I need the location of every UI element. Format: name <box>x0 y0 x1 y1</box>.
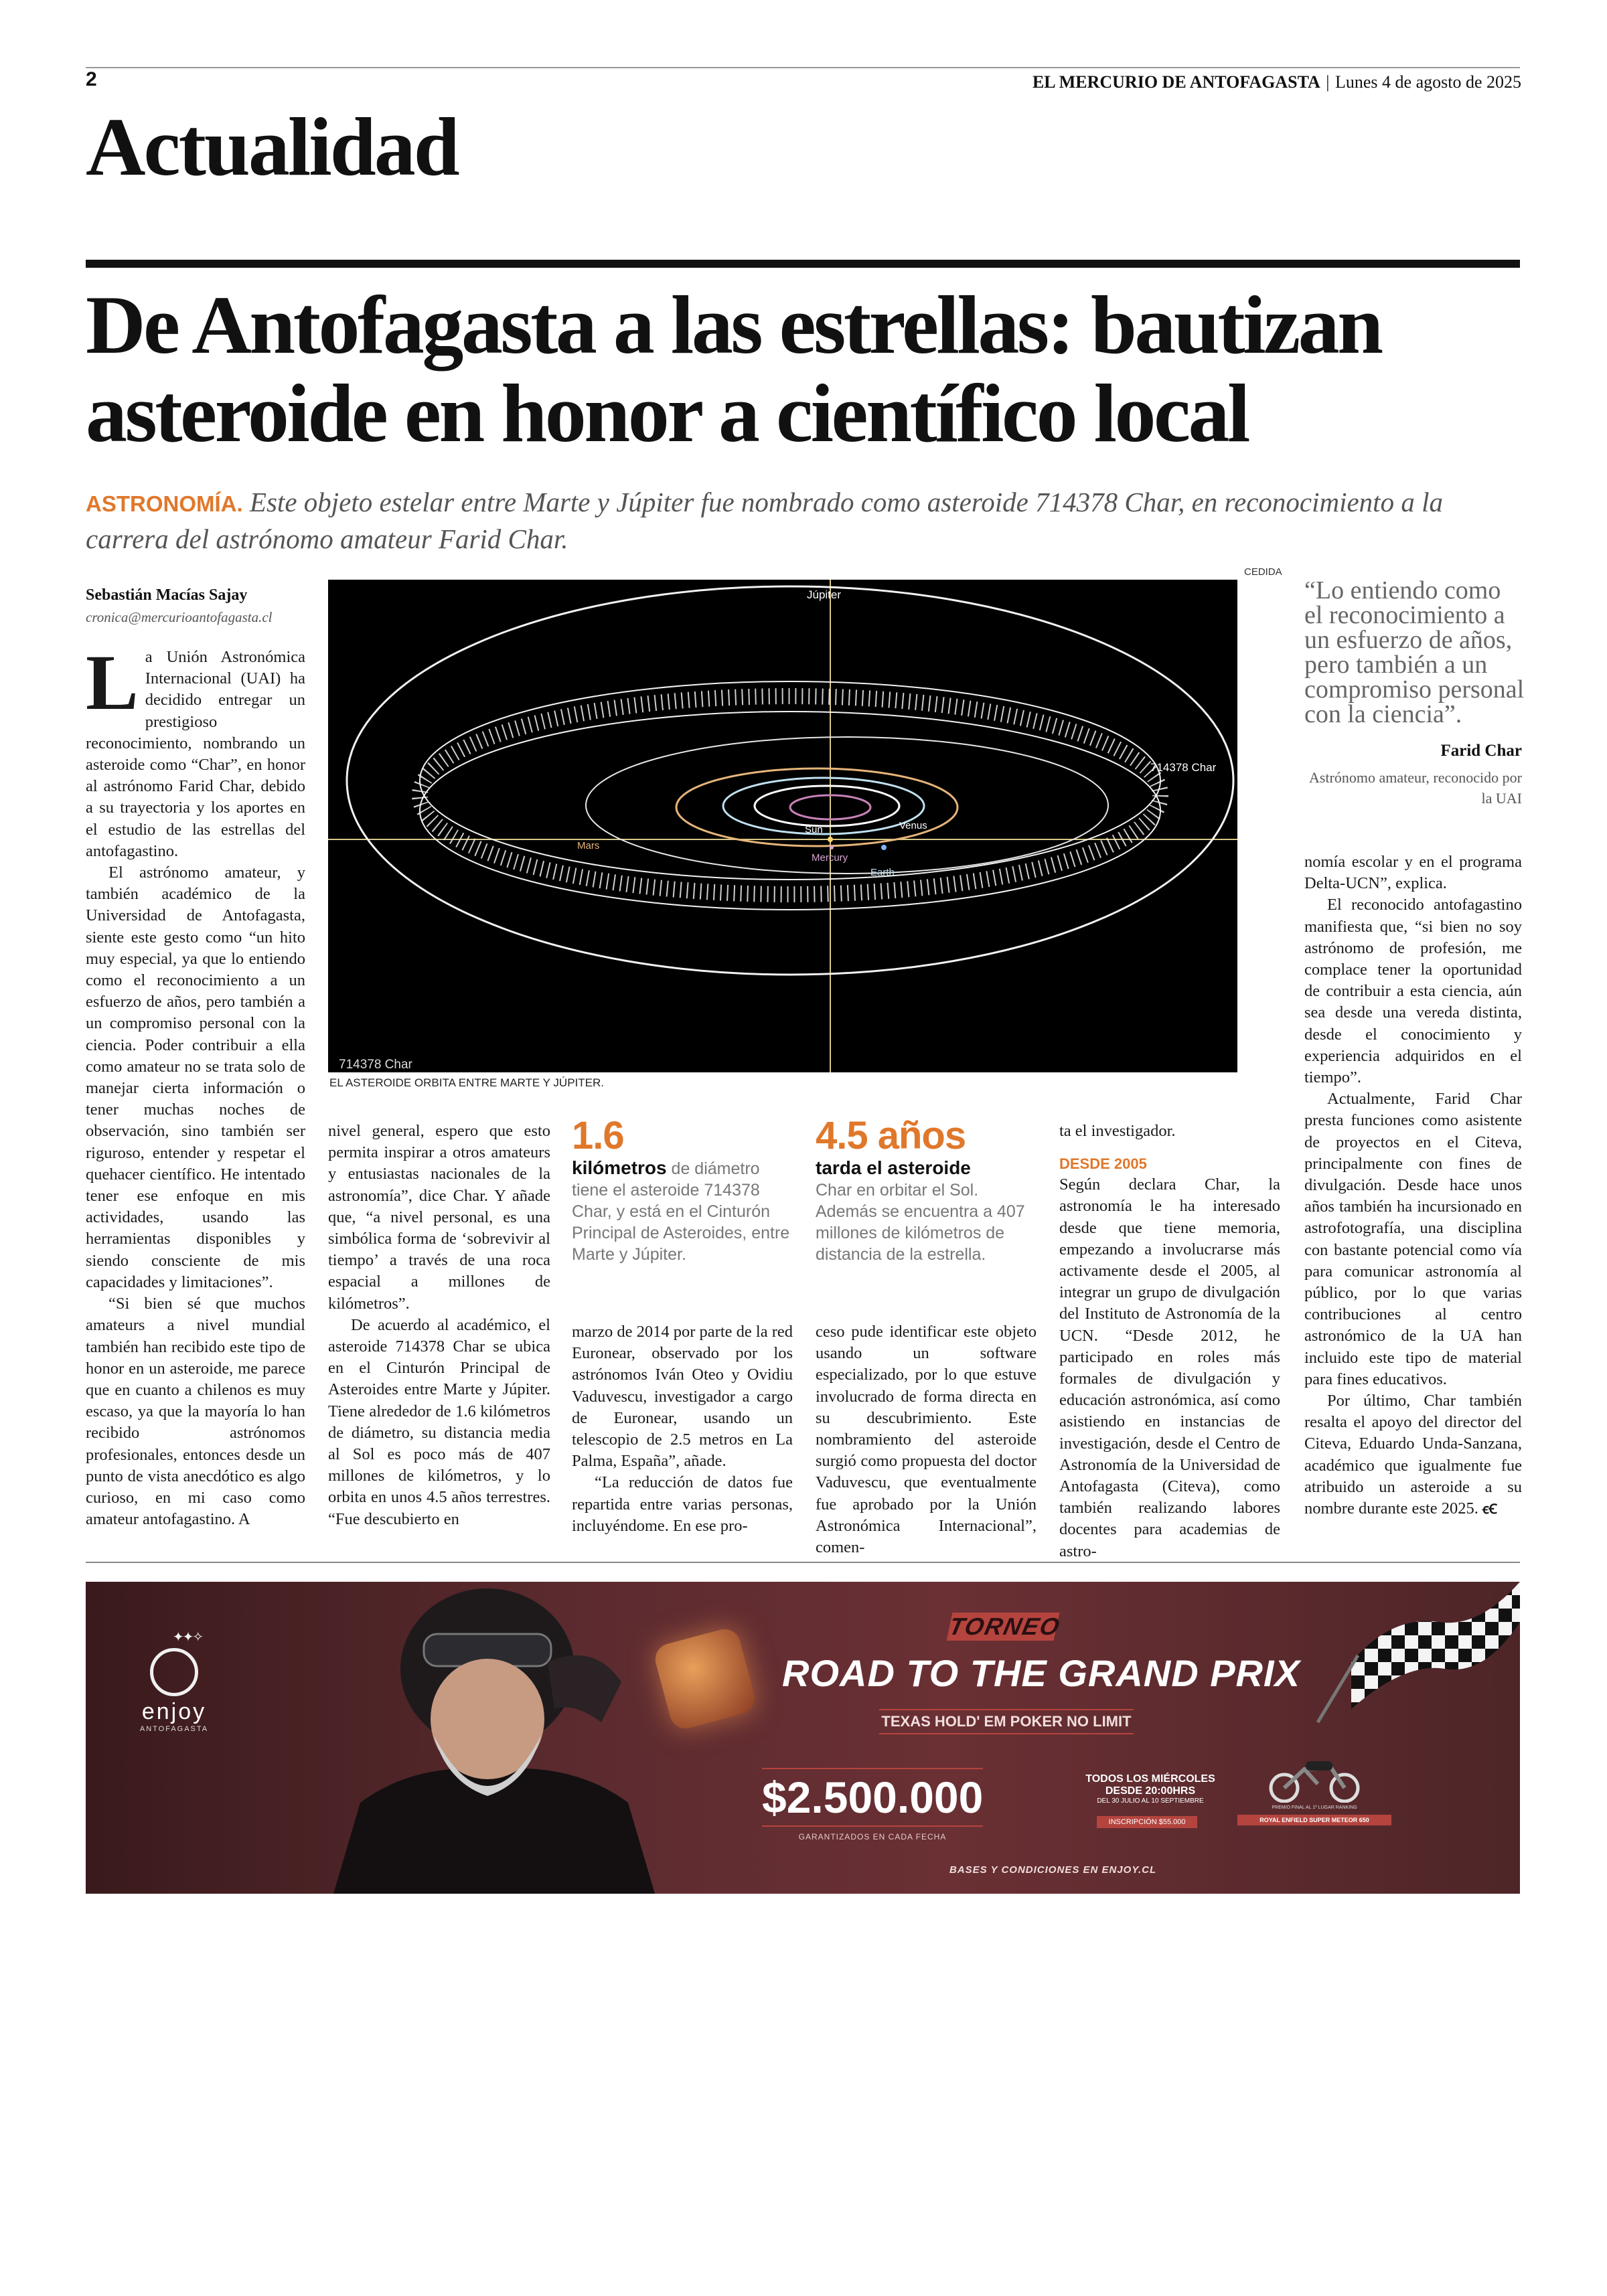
column-2 <box>328 1121 550 1530</box>
kicker: ASTRONOMÍA. <box>86 491 243 516</box>
dropcap: L <box>86 639 139 726</box>
page-number: 2 <box>86 68 97 90</box>
advertisement-banner[interactable] <box>86 1582 1520 1894</box>
separator: | <box>1326 72 1330 92</box>
column-1 <box>86 639 305 1530</box>
col6-paragraph-2: El reconocido antofagastino manifiesta que, “si bien no soy astrónomo de profesión, me complace tener la oportunidad de contribuir a esta ciencia, aún sea desde una vereda distinta, desde el conocimiento y experiencia adquiridos en el tiempo”. <box>1304 896 1522 1087</box>
fact-box-1 <box>572 1115 793 1265</box>
label-jupiter: Júpiter <box>807 588 842 601</box>
fact-2-detail: Char en orbitar el Sol. Además se encuentra a 407 millones de kilómetros de distancia de la estrella. <box>816 1181 1025 1264</box>
label-mars: Mars <box>577 840 600 851</box>
label-earth: Earth <box>870 867 895 878</box>
col6-paragraph-3: Actualmente, Farid Char presta funciones como asistente de proyectos en el Citeva, principalmente con fines de divulgación. Desde hace unos años también ha incursionado en astrofotografía, una disciplina con bastante potencial como vía para comunicar astronomía al público, por lo que varias contribuciones al centro astronómico de la UA han incluido este tipo de material para fines educativos. <box>1304 1090 1522 1388</box>
fact-2-strong: tarda el asteroide <box>816 1157 971 1178</box>
label-sun: Sun <box>805 824 823 835</box>
label-corner: 714378 Char <box>339 1058 412 1072</box>
schedule-line-3: DEL 30 JULIO AL 10 SEPTIEMBRE <box>1097 1797 1204 1805</box>
label-mercury: Mercury <box>812 852 848 864</box>
enjoy-logo <box>121 1629 228 1733</box>
column-4 <box>816 1321 1037 1558</box>
column-6 <box>1304 851 1522 1520</box>
rider-photo <box>307 1582 682 1894</box>
prize-note: GARANTIZADOS EN CADA FECHA <box>798 1832 947 1841</box>
col1-paragraph-3: “Si bien sé que muchos amateurs a nivel mundial también han recibido este tipo de honor en un asteroide, me parece que en cuanto a chilenos es muy escaso, ya que la mayoría lo han recibido astrónomos profesionales, entonces desde un punto de vista anecdótico es algo curioso, en mi caso como amateur antofagastino. A <box>86 1295 305 1529</box>
headline-rule <box>86 260 1520 268</box>
torneo-label: TORNEO <box>946 1613 1063 1640</box>
col2-paragraph-1: nivel general, espero que esto permita inspirar a otros amateurs y entusiastas nacionales de la astronomía”, dice Char. Y añade que, “a nivel personal, es una simbólica forma de ‘sobrevivir al tiempo’ a través de una roca espacial a millones de kilómetros”. <box>328 1122 550 1313</box>
ad-footer[interactable]: BASES Y CONDICIONES EN ENJOY.CL <box>949 1864 1157 1876</box>
col6-text-4: Por último, Char también resalta el apoyo del director del Citeva, Eduardo Unda-Sanzana, académico que igualmente fue atribuido un asteroide a su nombre durante este 2025. <box>1304 1392 1522 1518</box>
section-title: Actualidad <box>86 101 458 193</box>
inscription-badge: INSCRIPCIÓN $55.000 <box>1097 1816 1197 1828</box>
col1-paragraph-1 <box>86 639 305 862</box>
masthead-date <box>1032 72 1521 92</box>
fact-2-number: 4.5 años <box>816 1114 966 1157</box>
fact-1-detail: de diámetro tiene el asteroide 714378 Char, y está en el Cinturón Principal de Asteroides, entre Marte y Júpiter. <box>572 1159 790 1264</box>
ad-subtitle: TEXAS HOLD' EM POKER NO LIMIT <box>879 1709 1134 1734</box>
column-5 <box>1059 1121 1280 1562</box>
quote-name: Farid Char <box>1440 742 1522 760</box>
brand-name: enjoy <box>141 1699 207 1724</box>
col2-paragraph-2: De acuerdo al académico, el asteroide 714378 Char se ubica en el Cinturón Principal de Asteroides entre Marte y Júpiter. Tiene alrededor de 1.6 kilómetros de diámetro, su distancia media al Sol es poco más de 407 millones de kilómetros, y lo orbita en unos 4.5 años terrestres. “Fue descubierto en <box>328 1315 550 1528</box>
bottom-rule <box>86 1562 1520 1563</box>
col4-paragraph-1: ceso pude identificar este objeto usando un software especializado, por lo que estuve involucrado de forma directa en su descubrimiento. Este nombramiento del asteroide surgió como propuesta del doctor Vaduvescu, que eventualmente fue aprobado por la Unión Astronómica Internacional”, comen- <box>816 1323 1037 1557</box>
moto-note: PREMIO FINAL AL 1º LUGAR RANKING <box>1272 1805 1357 1810</box>
label-venus: Venus <box>899 820 927 831</box>
headline-line-1: De Antofagasta a las estrellas: bautizan <box>86 279 1381 371</box>
logo-mark-icon <box>150 1648 198 1696</box>
quote-role: Astrónomo amateur, reconocido por la UAI <box>1308 769 1522 807</box>
image-credit: CEDIDA <box>1244 566 1282 578</box>
fact-1-number: 1.6 <box>572 1114 624 1157</box>
checkered-flag-icon <box>1311 1582 1520 1729</box>
prize-amount: $2.500.000 <box>762 1768 983 1827</box>
schedule-line-1: TODOS LOS MIÉRCOLES <box>1085 1773 1215 1785</box>
lead <box>86 485 1525 556</box>
logo-stars-icon: ✦✦✧ <box>172 1630 203 1645</box>
top-rule <box>86 67 1520 68</box>
brand-sub: ANTOFAGASTA <box>139 1725 209 1733</box>
lead-text: Este objeto estelar entre Marte y Júpiter fue nombrado como asteroide 714378 Char, en reconocimiento a la carrera del astrónomo amateur Farid Char. <box>86 487 1443 554</box>
schedule <box>1070 1773 1231 1805</box>
orbit-diagram-image <box>328 580 1237 1072</box>
fact-1-strong: kilómetros <box>572 1157 667 1178</box>
headline <box>86 281 1559 458</box>
ad-title: ROAD TO THE GRAND PRIX <box>782 1652 1300 1694</box>
moto-badge: ROYAL ENFIELD SUPER METEOR 650 <box>1237 1815 1391 1825</box>
image-caption: EL ASTEROIDE ORBITA ENTRE MARTE Y JÚPITER. <box>329 1076 604 1089</box>
pull-quote: “Lo entiendo como el reconocimiento a un esfuerzo de años, pero también a un compromiso personal con la ciencia”. <box>1304 576 1525 728</box>
col3-paragraph-1: marzo de 2014 por parte de la red Euronear, observado por los astrónomos Iván Oteo y Ovidiu Vaduvescu, investigador a cargo de Euronear, usando un telescopio de 2.5 metros en La Palma, España”, añade. <box>572 1323 793 1471</box>
subhead-desde-2005: DESDE 2005 <box>1059 1155 1147 1173</box>
col3-paragraph-2: “La reducción de datos fue repartida entre varias personas, incluyéndome. En ese pro- <box>572 1473 793 1535</box>
author-email[interactable]: cronica@mercurioantofagasta.cl <box>86 609 273 625</box>
fact-1-text <box>572 1157 793 1265</box>
issue-date: Lunes 4 de agosto de 2025 <box>1334 72 1521 92</box>
schedule-line-2: DESDE 20:00HRS <box>1105 1785 1196 1797</box>
col5-paragraph-0: ta el investigador. <box>1059 1122 1176 1140</box>
label-char: 714378 Char <box>1150 761 1217 774</box>
fact-box-2 <box>816 1115 1037 1265</box>
col6-paragraph-4 <box>1304 1390 1522 1520</box>
motorcycle-image <box>1264 1749 1365 1803</box>
headline-line-2: asteroide en honor a científico local <box>86 367 1249 459</box>
col6-paragraph-1: nomía escolar y en el programa Delta-UCN”, explica. <box>1304 853 1522 893</box>
col1-text-1: a Unión Astronómica Internacional (UAI) ha decidido entregar un prestigioso reconocimiento, nombrando un asteroide como “Char”, en honor al astrónomo Farid Char, debido a su trayectoria y los aportes en el estudio de las estrellas del antofagastino. <box>86 648 305 860</box>
author-name: Sebastián Macías Sajay <box>86 586 248 604</box>
end-mark-icon: ꞓꞒ <box>1482 1502 1497 1518</box>
publication-name: EL MERCURIO DE ANTOFAGASTA <box>1032 72 1320 92</box>
column-3 <box>572 1321 793 1537</box>
col5-paragraph-1: Según declara Char, la astronomía le ha interesado desde que tiene memoria, empezando a involucrarse más activamente desde el 2005, al integrar un grupo de divulgación del Instituto de Astronomía de la UCN. “Desde 2012, he participado en roles más formales de divulgación y educación astronómica, así como asistiendo en instancias de investigación, desde el Centro de Astronomía de la Universidad de Antofagasta (Citeva), como también realizando labores docentes para academias de astro- <box>1059 1175 1280 1560</box>
col1-paragraph-2: El astrónomo amateur, y también académico de la Universidad de Antofagasta, siente este gesto como “un hito muy especial, ya que lo entiendo como el reconocimiento a un esfuerzo de años, pero también a un compromiso personal con la ciencia. Poder contribuir a ella como amateur no se trata solo de manejar cierta información o tener muchas noches de observación, sino también ser riguroso, entender y respetar el quehacer científico. He intentado tener ese enfoque en mis actividades, usando las herramientas disponibles y siendo consciente de mis capacidades y limitaciones”. <box>86 864 305 1291</box>
